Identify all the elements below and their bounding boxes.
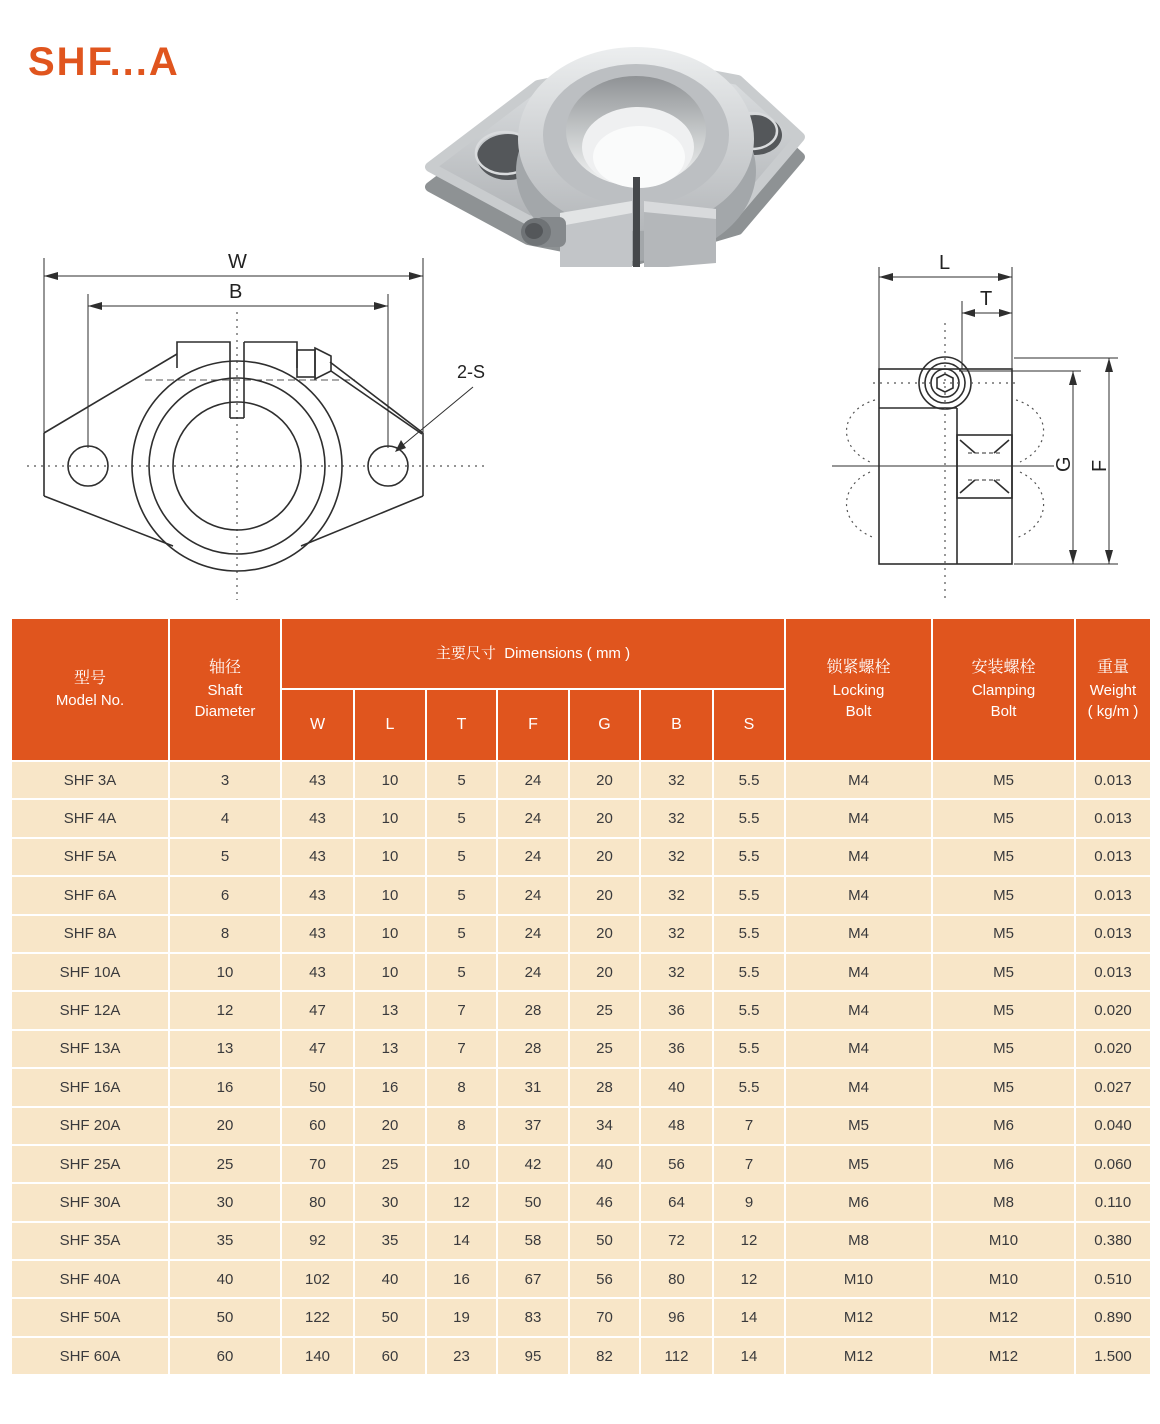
value-cell: M5 <box>932 876 1075 914</box>
value-cell: 1.500 <box>1075 1337 1151 1375</box>
value-cell: 82 <box>569 1337 640 1375</box>
value-cell: 95 <box>497 1337 569 1375</box>
value-cell: M10 <box>932 1260 1075 1298</box>
value-cell: 5 <box>426 953 497 991</box>
value-cell: 5.5 <box>713 1068 785 1106</box>
model-cell: SHF 8A <box>11 915 169 953</box>
table-row <box>11 761 1151 799</box>
value-cell: 50 <box>169 1298 281 1336</box>
value-cell: 5 <box>426 761 497 799</box>
value-cell: 7 <box>426 1030 497 1068</box>
value-cell: 70 <box>569 1298 640 1336</box>
model-cell: SHF 40A <box>11 1260 169 1298</box>
value-cell: M4 <box>785 953 932 991</box>
value-cell: 43 <box>281 876 354 914</box>
value-cell: 10 <box>354 876 426 914</box>
value-cell: 5 <box>169 838 281 876</box>
value-cell: 0.027 <box>1075 1068 1151 1106</box>
value-cell: 92 <box>281 1222 354 1260</box>
value-cell: 122 <box>281 1298 354 1336</box>
value-cell: 8 <box>426 1107 497 1145</box>
value-cell: 5 <box>426 915 497 953</box>
table-row <box>11 915 1151 953</box>
model-cell: SHF 4A <box>11 799 169 837</box>
value-cell: 28 <box>497 1030 569 1068</box>
value-cell: 4 <box>169 799 281 837</box>
column-header-weight: 重量 Weight ( kg/m ) <box>1075 618 1151 761</box>
value-cell: 83 <box>497 1298 569 1336</box>
value-cell: 46 <box>569 1183 640 1221</box>
value-cell: 24 <box>497 953 569 991</box>
value-cell: 0.040 <box>1075 1107 1151 1145</box>
value-cell: 7 <box>426 991 497 1029</box>
table-row <box>11 876 1151 914</box>
value-cell: 0.013 <box>1075 761 1151 799</box>
value-cell: 47 <box>281 1030 354 1068</box>
value-cell: 56 <box>569 1260 640 1298</box>
column-header-dimensions: 主要尺寸 Dimensions ( mm ) <box>281 618 785 689</box>
value-cell: 3 <box>169 761 281 799</box>
value-cell: 5 <box>426 876 497 914</box>
value-cell: 96 <box>640 1298 713 1336</box>
model-cell: SHF 6A <box>11 876 169 914</box>
column-header-w: W <box>281 689 354 761</box>
value-cell: M12 <box>785 1298 932 1336</box>
value-cell: 43 <box>281 761 354 799</box>
value-cell: 10 <box>354 761 426 799</box>
value-cell: 48 <box>640 1107 713 1145</box>
value-cell: 24 <box>497 761 569 799</box>
value-cell: 32 <box>640 761 713 799</box>
model-cell: SHF 3A <box>11 761 169 799</box>
value-cell: 40 <box>640 1068 713 1106</box>
value-cell: 0.013 <box>1075 838 1151 876</box>
value-cell: 24 <box>497 799 569 837</box>
value-cell: 5.5 <box>713 1030 785 1068</box>
value-cell: M5 <box>932 915 1075 953</box>
value-cell: M10 <box>932 1222 1075 1260</box>
value-cell: M4 <box>785 838 932 876</box>
column-header-l: L <box>354 689 426 761</box>
page-title: SHF...A <box>28 40 180 84</box>
spec-table <box>10 617 1152 1376</box>
column-header-model: 型号 Model No. <box>11 618 169 761</box>
table-row <box>11 1260 1151 1298</box>
value-cell: M10 <box>785 1260 932 1298</box>
value-cell: 20 <box>569 915 640 953</box>
value-cell: 10 <box>354 953 426 991</box>
value-cell: 7 <box>713 1145 785 1183</box>
value-cell: 0.013 <box>1075 915 1151 953</box>
value-cell: 0.110 <box>1075 1183 1151 1221</box>
value-cell: 5 <box>426 799 497 837</box>
model-cell: SHF 16A <box>11 1068 169 1106</box>
value-cell: M8 <box>932 1183 1075 1221</box>
value-cell: 13 <box>169 1030 281 1068</box>
model-cell: SHF 30A <box>11 1183 169 1221</box>
column-header-g: G <box>569 689 640 761</box>
value-cell: M6 <box>932 1145 1075 1183</box>
value-cell: 0.510 <box>1075 1260 1151 1298</box>
value-cell: M4 <box>785 876 932 914</box>
value-cell: 14 <box>713 1298 785 1336</box>
value-cell: 0.013 <box>1075 953 1151 991</box>
value-cell: 58 <box>497 1222 569 1260</box>
value-cell: 24 <box>497 876 569 914</box>
value-cell: 13 <box>354 1030 426 1068</box>
value-cell: 20 <box>569 838 640 876</box>
value-cell: 32 <box>640 915 713 953</box>
model-cell: SHF 50A <box>11 1298 169 1336</box>
value-cell: 12 <box>426 1183 497 1221</box>
value-cell: M5 <box>932 838 1075 876</box>
model-cell: SHF 35A <box>11 1222 169 1260</box>
value-cell: 8 <box>169 915 281 953</box>
model-cell: SHF 5A <box>11 838 169 876</box>
product-photo <box>408 5 818 267</box>
value-cell: 50 <box>281 1068 354 1106</box>
value-cell: 5.5 <box>713 915 785 953</box>
table-row <box>11 838 1151 876</box>
value-cell: 12 <box>169 991 281 1029</box>
model-cell: SHF 10A <box>11 953 169 991</box>
value-cell: 50 <box>569 1222 640 1260</box>
value-cell: 14 <box>426 1222 497 1260</box>
table-row <box>11 1222 1151 1260</box>
clamp-slit <box>633 177 640 267</box>
value-cell: 60 <box>354 1337 426 1375</box>
column-header-b: B <box>640 689 713 761</box>
value-cell: 25 <box>354 1145 426 1183</box>
value-cell: 0.020 <box>1075 1030 1151 1068</box>
table-row <box>11 1145 1151 1183</box>
column-header-shaft-diameter: 轴径 Shaft Diameter <box>169 618 281 761</box>
value-cell: 67 <box>497 1260 569 1298</box>
value-cell: 30 <box>169 1183 281 1221</box>
value-cell: M6 <box>785 1183 932 1221</box>
column-header-f: F <box>497 689 569 761</box>
value-cell: 72 <box>640 1222 713 1260</box>
value-cell: 36 <box>640 991 713 1029</box>
value-cell: M5 <box>932 761 1075 799</box>
value-cell: M4 <box>785 1068 932 1106</box>
value-cell: 10 <box>354 915 426 953</box>
front-view-drawing <box>25 250 495 608</box>
model-cell: SHF 60A <box>11 1337 169 1375</box>
value-cell: M5 <box>932 799 1075 837</box>
value-cell: M5 <box>932 1030 1075 1068</box>
value-cell: 20 <box>354 1107 426 1145</box>
model-cell: SHF 13A <box>11 1030 169 1068</box>
value-cell: 56 <box>640 1145 713 1183</box>
value-cell: M5 <box>785 1145 932 1183</box>
value-cell: 0.013 <box>1075 799 1151 837</box>
value-cell: M4 <box>785 915 932 953</box>
value-cell: 43 <box>281 838 354 876</box>
value-cell: 7 <box>713 1107 785 1145</box>
value-cell: 20 <box>569 799 640 837</box>
value-cell: 36 <box>640 1030 713 1068</box>
value-cell: 40 <box>354 1260 426 1298</box>
value-cell: 24 <box>497 838 569 876</box>
value-cell: 16 <box>354 1068 426 1106</box>
table-row <box>11 953 1151 991</box>
value-cell: 35 <box>169 1222 281 1260</box>
value-cell: 60 <box>169 1337 281 1375</box>
value-cell: 12 <box>713 1260 785 1298</box>
value-cell: 20 <box>569 953 640 991</box>
value-cell: M6 <box>932 1107 1075 1145</box>
value-cell: M5 <box>785 1107 932 1145</box>
table-row <box>11 1183 1151 1221</box>
value-cell: 70 <box>281 1145 354 1183</box>
value-cell: 140 <box>281 1337 354 1375</box>
value-cell: 50 <box>354 1298 426 1336</box>
value-cell: 25 <box>569 991 640 1029</box>
value-cell: M12 <box>932 1298 1075 1336</box>
value-cell: M4 <box>785 799 932 837</box>
column-header-clamping-bolt: 安装螺栓 Clamping Bolt <box>932 618 1075 761</box>
value-cell: 20 <box>569 761 640 799</box>
column-header-s: S <box>713 689 785 761</box>
value-cell: 32 <box>640 953 713 991</box>
value-cell: 10 <box>354 799 426 837</box>
value-cell: 8 <box>426 1068 497 1106</box>
value-cell: 112 <box>640 1337 713 1375</box>
value-cell: 20 <box>169 1107 281 1145</box>
value-cell: 32 <box>640 799 713 837</box>
dim-label-l: L <box>939 252 951 274</box>
value-cell: 30 <box>354 1183 426 1221</box>
model-cell: SHF 12A <box>11 991 169 1029</box>
value-cell: M5 <box>932 953 1075 991</box>
value-cell: 47 <box>281 991 354 1029</box>
value-cell: 80 <box>640 1260 713 1298</box>
value-cell: 10 <box>426 1145 497 1183</box>
model-cell: SHF 25A <box>11 1145 169 1183</box>
value-cell: 35 <box>354 1222 426 1260</box>
value-cell: 0.020 <box>1075 991 1151 1029</box>
value-cell: 10 <box>169 953 281 991</box>
value-cell: 5.5 <box>713 838 785 876</box>
value-cell: 50 <box>497 1183 569 1221</box>
value-cell: 0.890 <box>1075 1298 1151 1336</box>
value-cell: 19 <box>426 1298 497 1336</box>
value-cell: 32 <box>640 838 713 876</box>
value-cell: 28 <box>497 991 569 1029</box>
dim-label-f: F <box>1089 459 1111 472</box>
table-row <box>11 799 1151 837</box>
value-cell: M4 <box>785 1030 932 1068</box>
value-cell: 5.5 <box>713 953 785 991</box>
value-cell: 25 <box>569 1030 640 1068</box>
side-view-drawing <box>818 248 1160 606</box>
value-cell: 64 <box>640 1183 713 1221</box>
value-cell: 16 <box>169 1068 281 1106</box>
value-cell: 34 <box>569 1107 640 1145</box>
value-cell: 32 <box>640 876 713 914</box>
value-cell: 43 <box>281 799 354 837</box>
table-row <box>11 1068 1151 1106</box>
dim-label-g: G <box>1053 456 1075 472</box>
value-cell: 60 <box>281 1107 354 1145</box>
value-cell: 43 <box>281 915 354 953</box>
column-header-t: T <box>426 689 497 761</box>
column-header-locking-bolt: 锁紧螺栓 Locking Bolt <box>785 618 932 761</box>
table-row <box>11 1030 1151 1068</box>
value-cell: M8 <box>785 1222 932 1260</box>
value-cell: M5 <box>932 1068 1075 1106</box>
value-cell: 24 <box>497 915 569 953</box>
value-cell: M5 <box>932 991 1075 1029</box>
value-cell: 0.060 <box>1075 1145 1151 1183</box>
value-cell: 6 <box>169 876 281 914</box>
value-cell: M12 <box>785 1337 932 1375</box>
table-body <box>11 761 1151 1375</box>
value-cell: 20 <box>569 876 640 914</box>
value-cell: 40 <box>169 1260 281 1298</box>
value-cell: M4 <box>785 991 932 1029</box>
value-cell: 31 <box>497 1068 569 1106</box>
table-row <box>11 1298 1151 1336</box>
value-cell: 5 <box>426 838 497 876</box>
table-row <box>11 1337 1151 1375</box>
dim-label-t: T <box>980 288 993 310</box>
value-cell: 42 <box>497 1145 569 1183</box>
value-cell: 12 <box>713 1222 785 1260</box>
value-cell: 102 <box>281 1260 354 1298</box>
value-cell: 16 <box>426 1260 497 1298</box>
value-cell: 5.5 <box>713 991 785 1029</box>
value-cell: 13 <box>354 991 426 1029</box>
value-cell: 40 <box>569 1145 640 1183</box>
dim-label-b: B <box>229 281 243 303</box>
dim-label-w: W <box>228 251 247 273</box>
value-cell: 23 <box>426 1337 497 1375</box>
value-cell: 10 <box>354 838 426 876</box>
value-cell: 43 <box>281 953 354 991</box>
value-cell: 5.5 <box>713 761 785 799</box>
value-cell: 0.013 <box>1075 876 1151 914</box>
value-cell: 37 <box>497 1107 569 1145</box>
value-cell: 0.380 <box>1075 1222 1151 1260</box>
model-cell: SHF 20A <box>11 1107 169 1145</box>
value-cell: 5.5 <box>713 799 785 837</box>
table-row <box>11 1107 1151 1145</box>
value-cell: 9 <box>713 1183 785 1221</box>
value-cell: M4 <box>785 761 932 799</box>
dim-label-2s: 2-S <box>457 362 486 382</box>
value-cell: 5.5 <box>713 876 785 914</box>
value-cell: M12 <box>932 1337 1075 1375</box>
value-cell: 14 <box>713 1337 785 1375</box>
value-cell: 25 <box>169 1145 281 1183</box>
table-row <box>11 991 1151 1029</box>
value-cell: 28 <box>569 1068 640 1106</box>
value-cell: 80 <box>281 1183 354 1221</box>
